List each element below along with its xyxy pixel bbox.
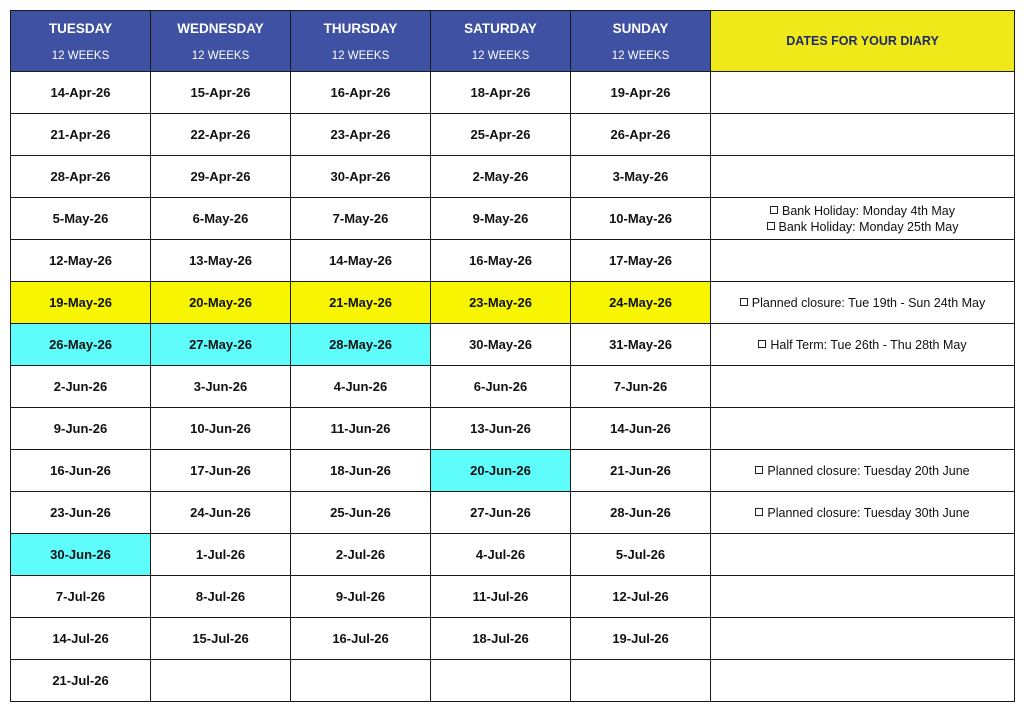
- bullet-icon: [755, 508, 763, 516]
- date-cell: 16-Jul-26: [291, 618, 431, 660]
- date-cell-closure: 20-May-26: [151, 282, 291, 324]
- date-cell-half-term: 28-May-26: [291, 324, 431, 366]
- date-cell-closure: 23-May-26: [431, 282, 571, 324]
- date-cell: 3-May-26: [571, 156, 711, 198]
- date-cell: 9-Jun-26: [11, 408, 151, 450]
- table-row: [11, 240, 1015, 282]
- header-wednesday: [151, 11, 291, 72]
- date-cell: 14-Jul-26: [11, 618, 151, 660]
- date-cell: 18-Jun-26: [291, 450, 431, 492]
- date-cell: 2-Jun-26: [11, 366, 151, 408]
- date-cell: 14-Jun-26: [571, 408, 711, 450]
- date-cell: 11-Jul-26: [431, 576, 571, 618]
- date-cell: 12-Jul-26: [571, 576, 711, 618]
- date-cell: 29-Apr-26: [151, 156, 291, 198]
- schedule-table: [10, 10, 1015, 702]
- table-row: [11, 114, 1015, 156]
- weeks-label: 12 WEEKS: [611, 49, 670, 62]
- diary-cell: [711, 492, 1015, 534]
- date-cell: 6-May-26: [151, 198, 291, 240]
- date-cell: 5-Jul-26: [571, 534, 711, 576]
- diary-cell: [711, 156, 1015, 198]
- date-cell: 16-Apr-26: [291, 72, 431, 114]
- diary-note-text: Planned closure: Tuesday 30th June: [767, 505, 970, 520]
- header-saturday: [431, 11, 571, 72]
- header-tuesday: [11, 11, 151, 72]
- diary-note-text: Bank Holiday: Monday 4th May: [781, 203, 955, 218]
- date-cell: 25-Apr-26: [431, 114, 571, 156]
- table-row: [11, 408, 1015, 450]
- date-cell: 19-Apr-26: [571, 72, 711, 114]
- date-cell: 30-Apr-26: [291, 156, 431, 198]
- date-cell: 30-May-26: [431, 324, 571, 366]
- diary-note: [711, 337, 1014, 353]
- weeks-label: 12 WEEKS: [471, 49, 530, 62]
- date-cell: 5-May-26: [11, 198, 151, 240]
- date-cell: 10-Jun-26: [151, 408, 291, 450]
- header-sunday: [571, 11, 711, 72]
- date-cell: 23-Jun-26: [11, 492, 151, 534]
- table-row: [11, 198, 1015, 240]
- date-cell: 6-Jun-26: [431, 366, 571, 408]
- diary-note: [711, 219, 1014, 235]
- table-row: [11, 324, 1015, 366]
- table-row: [11, 660, 1015, 702]
- date-cell: 4-Jun-26: [291, 366, 431, 408]
- date-cell: 28-Apr-26: [11, 156, 151, 198]
- date-cell: 3-Jun-26: [151, 366, 291, 408]
- diary-cell: [711, 198, 1015, 240]
- table-row: [11, 72, 1015, 114]
- bullet-icon: [758, 340, 766, 348]
- date-cell: 2-May-26: [431, 156, 571, 198]
- date-cell: 19-Jul-26: [571, 618, 711, 660]
- date-cell-half-term: 26-May-26: [11, 324, 151, 366]
- date-cell: 14-May-26: [291, 240, 431, 282]
- diary-note-text: Bank Holiday: Monday 25th May: [778, 219, 959, 234]
- bullet-icon: [767, 222, 775, 230]
- table-row: [11, 156, 1015, 198]
- day-name: WEDNESDAY: [177, 20, 264, 36]
- date-cell: [431, 660, 571, 702]
- date-cell: 25-Jun-26: [291, 492, 431, 534]
- date-cell: 9-May-26: [431, 198, 571, 240]
- diary-cell: [711, 450, 1015, 492]
- date-cell-closure-day: 20-Jun-26: [431, 450, 571, 492]
- table-row: [11, 534, 1015, 576]
- date-cell: 13-May-26: [151, 240, 291, 282]
- diary-cell: [711, 240, 1015, 282]
- date-cell: [291, 660, 431, 702]
- date-cell: 23-Apr-26: [291, 114, 431, 156]
- date-cell: 17-May-26: [571, 240, 711, 282]
- date-cell: 27-Jun-26: [431, 492, 571, 534]
- date-cell: 7-May-26: [291, 198, 431, 240]
- bullet-icon: [770, 206, 778, 214]
- diary-cell: [711, 408, 1015, 450]
- weeks-label: 12 WEEKS: [51, 49, 110, 62]
- diary-cell: [711, 324, 1015, 366]
- header-thursday: [291, 11, 431, 72]
- date-cell-closure: 19-May-26: [11, 282, 151, 324]
- bullet-icon: [740, 298, 748, 306]
- date-cell: 14-Apr-26: [11, 72, 151, 114]
- date-cell: 4-Jul-26: [431, 534, 571, 576]
- date-cell: 7-Jul-26: [11, 576, 151, 618]
- date-cell-closure-day: 30-Jun-26: [11, 534, 151, 576]
- date-cell: 16-May-26: [431, 240, 571, 282]
- diary-note: [711, 203, 1014, 219]
- date-cell: 15-Apr-26: [151, 72, 291, 114]
- diary-note-text: Planned closure: Tue 19th - Sun 24th May: [751, 295, 986, 310]
- diary-note: [711, 505, 1014, 521]
- diary-cell: [711, 534, 1015, 576]
- date-cell: 17-Jun-26: [151, 450, 291, 492]
- date-cell: 11-Jun-26: [291, 408, 431, 450]
- weeks-label: 12 WEEKS: [331, 49, 390, 62]
- date-cell: 8-Jul-26: [151, 576, 291, 618]
- date-cell: 21-Apr-26: [11, 114, 151, 156]
- date-cell: 16-Jun-26: [11, 450, 151, 492]
- date-cell: 15-Jul-26: [151, 618, 291, 660]
- date-cell: 26-Apr-26: [571, 114, 711, 156]
- date-cell: 21-Jul-26: [11, 660, 151, 702]
- diary-cell: [711, 282, 1015, 324]
- date-cell: 24-Jun-26: [151, 492, 291, 534]
- date-cell: 10-May-26: [571, 198, 711, 240]
- diary-note-text: Half Term: Tue 26th - Thu 28th May: [770, 337, 967, 352]
- diary-note: [711, 463, 1014, 479]
- date-cell: 1-Jul-26: [151, 534, 291, 576]
- table-row: [11, 450, 1015, 492]
- day-name: SATURDAY: [464, 20, 537, 36]
- date-cell: [571, 660, 711, 702]
- day-name: SUNDAY: [612, 20, 669, 36]
- date-cell: 9-Jul-26: [291, 576, 431, 618]
- date-cell-closure: 24-May-26: [571, 282, 711, 324]
- table-row: [11, 576, 1015, 618]
- date-cell: [151, 660, 291, 702]
- date-cell: 22-Apr-26: [151, 114, 291, 156]
- date-cell: 28-Jun-26: [571, 492, 711, 534]
- date-cell: 12-May-26: [11, 240, 151, 282]
- date-cell: 13-Jun-26: [431, 408, 571, 450]
- diary-cell: [711, 660, 1015, 702]
- diary-cell: [711, 576, 1015, 618]
- date-cell: 2-Jul-26: [291, 534, 431, 576]
- date-cell: 18-Apr-26: [431, 72, 571, 114]
- date-cell-closure: 21-May-26: [291, 282, 431, 324]
- diary-cell: [711, 366, 1015, 408]
- weeks-label: 12 WEEKS: [191, 49, 250, 62]
- bullet-icon: [755, 466, 763, 474]
- date-cell: 7-Jun-26: [571, 366, 711, 408]
- table-row: [11, 618, 1015, 660]
- diary-cell: [711, 114, 1015, 156]
- date-cell: 21-Jun-26: [571, 450, 711, 492]
- diary-note: [711, 295, 1014, 311]
- header-diary: DATES FOR YOUR DIARY: [711, 11, 1015, 72]
- diary-note-text: Planned closure: Tuesday 20th June: [767, 463, 970, 478]
- diary-cell: [711, 72, 1015, 114]
- header-row: [11, 11, 1015, 72]
- diary-cell: [711, 618, 1015, 660]
- date-cell: 18-Jul-26: [431, 618, 571, 660]
- date-cell: 31-May-26: [571, 324, 711, 366]
- table-row: [11, 492, 1015, 534]
- day-name: THURSDAY: [323, 20, 398, 36]
- table-row: [11, 366, 1015, 408]
- table-row-closure: [11, 282, 1015, 324]
- date-cell-half-term: 27-May-26: [151, 324, 291, 366]
- day-name: TUESDAY: [48, 20, 113, 36]
